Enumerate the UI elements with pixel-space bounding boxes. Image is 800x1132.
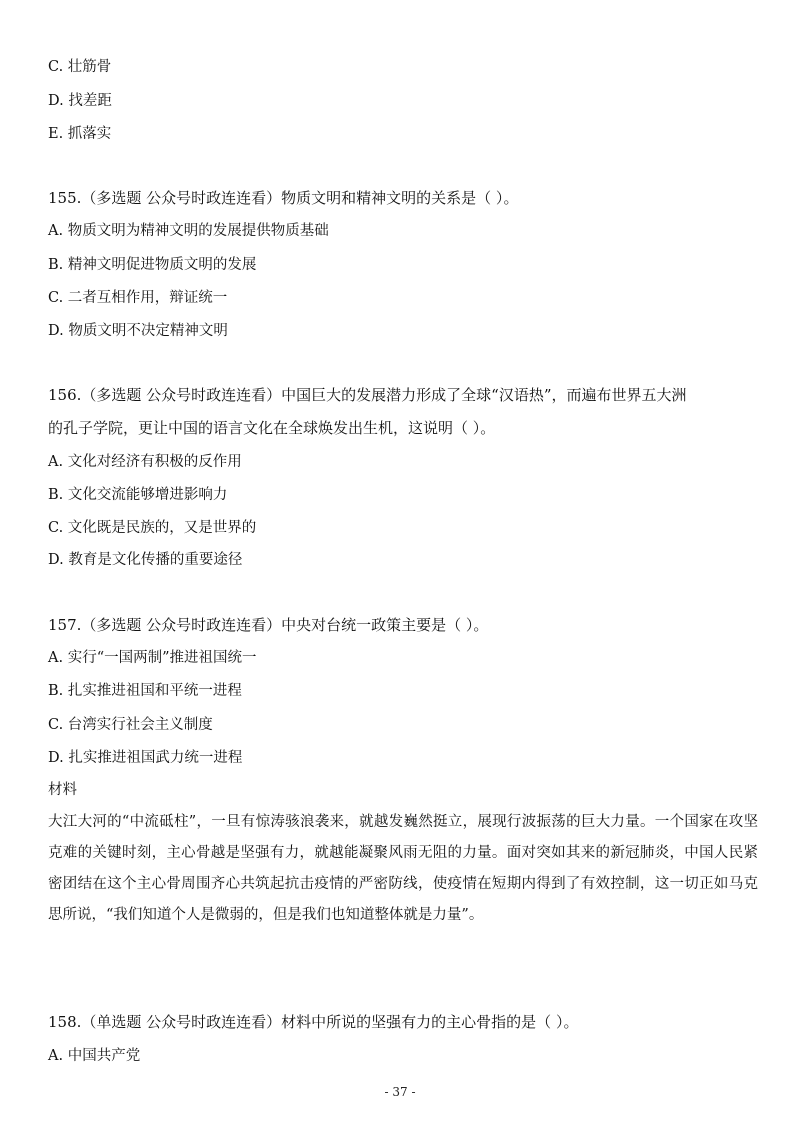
question-155-option-d: D. 物质文明不决定精神文明	[48, 323, 228, 339]
question-156-option-a: A. 文化对经济有积极的反作用	[48, 454, 242, 470]
material-heading: 材料	[48, 782, 77, 798]
question-158-title: 158.（单选题 公众号时政连连看）材料中所说的坚强有力的主心骨指的是（ ）。	[48, 1013, 579, 1031]
question-158-option-a: A. 中国共产党	[48, 1048, 141, 1064]
question-155-option-a: A. 物质文明为精神文明的发展提供物质基础	[48, 223, 329, 239]
question-155-option-b: B. 精神文明促进物质文明的发展	[48, 257, 257, 273]
question-156-title-line2: 的孔子学院，更让中国的语言文化在全球焕发出生机，这说明（ ）。	[48, 419, 496, 437]
question-157-option-a: A. 实行“一国两制”推进祖国统一	[48, 650, 257, 666]
page-number: - 37 -	[384, 1085, 416, 1099]
option-d-top: D. 找差距	[48, 93, 112, 109]
question-157-option-b: B. 扎实推进祖国和平统一进程	[48, 683, 242, 699]
option-c-top: C. 壮筋骨	[48, 59, 112, 75]
question-156-option-c: C. 文化既是民族的，又是世界的	[48, 520, 257, 536]
material-paragraph: 大江大河的“中流砥柱”，一旦有惊涛骇浪袭来，就越发巍然挺立，展现行波振荡的巨大力量。一个国家在攻坚克难的关键时刻，主心骨越是坚强有力，就越能凝聚风雨无阻的力量。面对突如其来的新冠肺炎，中国人民紧密团结在这个主心骨周围齐心共筑起抗击疫情的严密防线，使疫情在短期内得到了有效控制，这一切正如马克思所说，“我们知道个人是微弱的，但是我们也知道整体就是力量”。	[48, 814, 758, 923]
question-157-option-d: D. 扎实推进祖国武力统一进程	[48, 750, 243, 766]
question-157-title: 157.（多选题 公众号时政连连看）中央对台统一政策主要是（ ）。	[48, 616, 489, 634]
question-156-option-d: D. 教育是文化传播的重要途径	[48, 552, 243, 568]
question-155-option-c: C. 二者互相作用，辩证统一	[48, 290, 228, 306]
option-e-top: E. 抓落实	[48, 126, 112, 142]
question-157-option-c: C. 台湾实行社会主义制度	[48, 717, 213, 733]
question-156-title-line1: 156.（多选题 公众号时政连连看）中国巨大的发展潜力形成了全球“汉语热”，而遍布世界五大洲	[48, 386, 687, 404]
question-155-title: 155.（多选题 公众号时政连连看）物质文明和精神文明的关系是（ ）。	[48, 189, 519, 207]
question-156-option-b: B. 文化交流能够增进影响力	[48, 487, 228, 503]
